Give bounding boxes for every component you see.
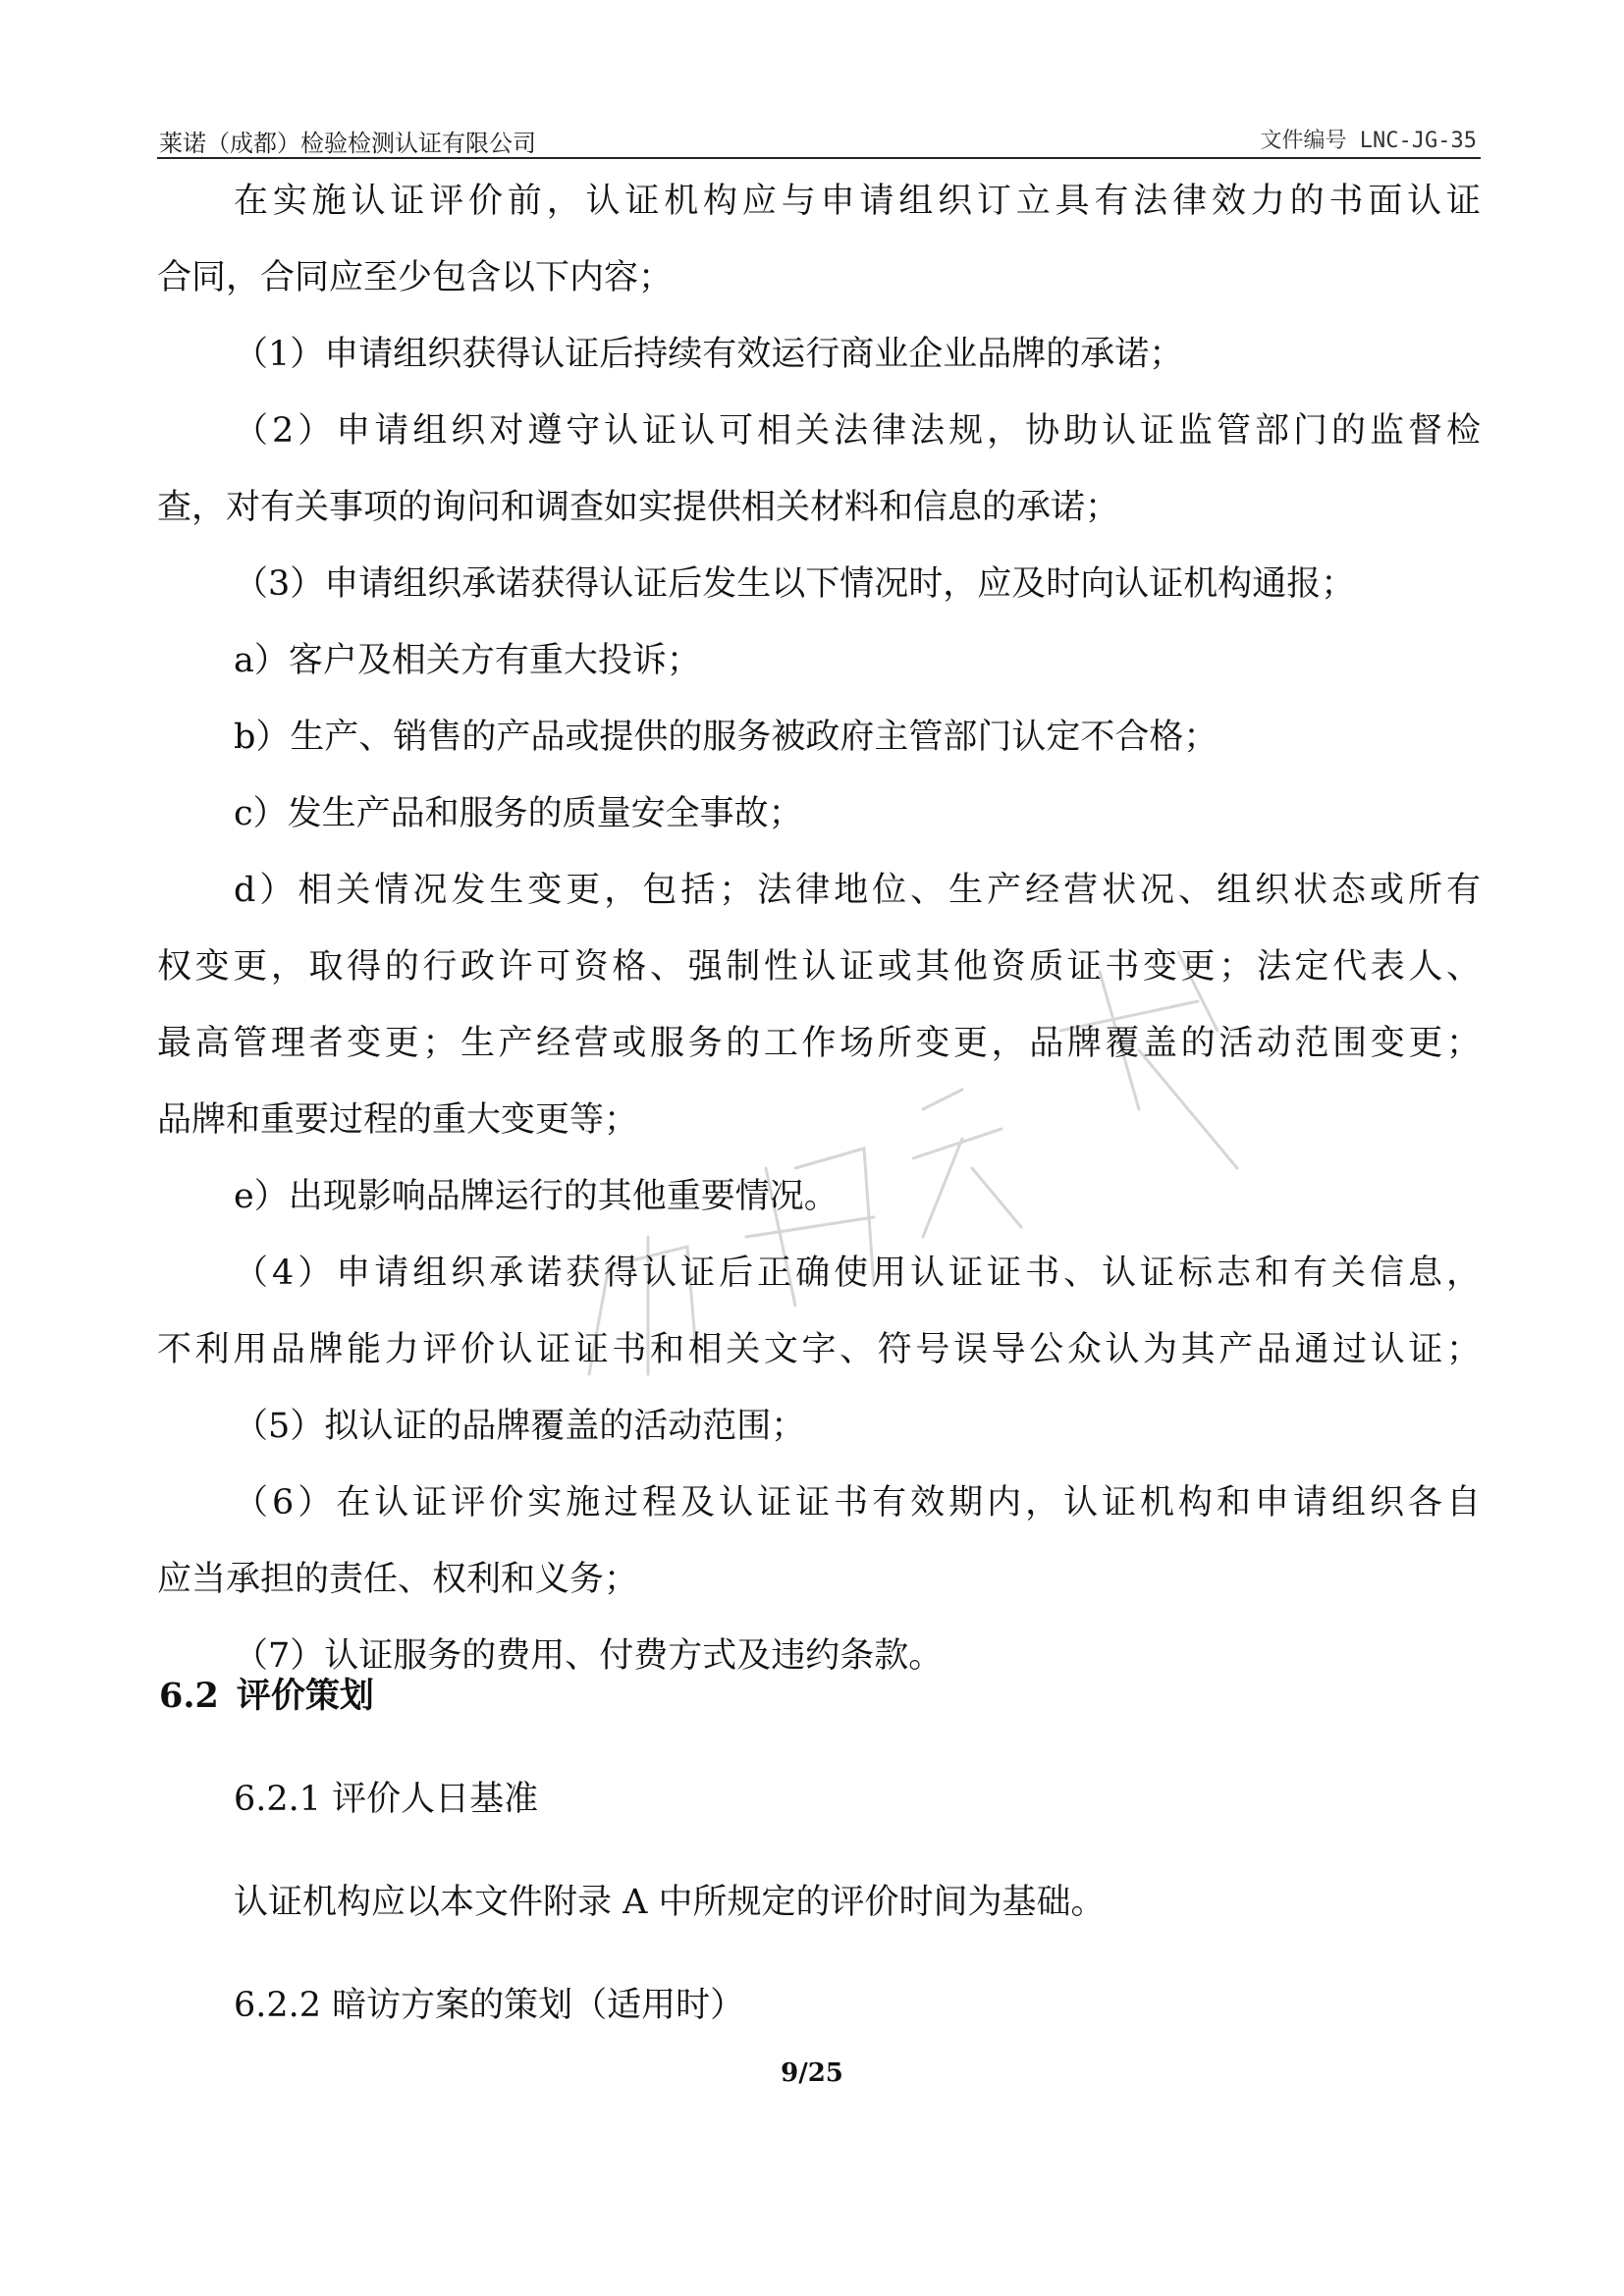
paragraph-line: 在实施认证评价前，认证机构应与申请组织订立具有法律效力的书面认证: [234, 182, 1481, 221]
section-heading: [159, 1669, 374, 1718]
body-text: [157, 163, 1481, 1694]
subsection-heading: 6.2.2 暗访方案的策划（适用时）: [234, 1986, 745, 2025]
header-doc-code: 文件编号 LNC-JG-35: [1260, 129, 1477, 153]
list-item: （4）申请组织承诺获得认证后正确使用认证证书、认证标志和有关信息，: [234, 1254, 1481, 1293]
section-title: 评价策划: [236, 1676, 374, 1716]
section-number: 6.2: [159, 1676, 219, 1716]
list-item: （7）认证服务的费用、付费方式及违约条款。: [234, 1636, 944, 1676]
page-number: 9/25: [781, 2058, 843, 2088]
list-item: （3）申请组织承诺获得认证后发生以下情况时，应及时向认证机构通报；: [234, 564, 1356, 604]
paragraph-line: 品牌和重要过程的重大变更等；: [157, 1100, 639, 1140]
list-item: a）客户及相关方有重大投诉；: [234, 641, 701, 680]
paragraph-line: 不利用品牌能力评价认证证书和相关文字、符号误导公众认为其产品通过认证；: [157, 1330, 1481, 1369]
paragraph-line: 权变更，取得的行政许可资格、强制性认证或其他资质证书变更；法定代表人、: [157, 947, 1481, 987]
list-item: （1）申请组织获得认证后持续有效运行商业企业品牌的承诺；: [234, 335, 1184, 374]
header-company: 莱诺（成都）检验检测认证有限公司: [159, 130, 536, 157]
list-item: b）生产、销售的产品或提供的服务被政府主管部门认定不合格；: [234, 718, 1218, 757]
paragraph-line: 认证机构应以本文件附录 A 中所规定的评价时间为基础。: [234, 1883, 1106, 1922]
list-item: c）发生产品和服务的质量安全事故；: [234, 794, 803, 833]
paragraph-line: 最高管理者变更；生产经营或服务的工作场所变更，品牌覆盖的活动范围变更；: [157, 1024, 1481, 1063]
list-item: （2）申请组织对遵守认证认可相关法律法规，协助认证监管部门的监督检: [234, 411, 1481, 451]
list-item: （6）在认证评价实施过程及认证证书有效期内，认证机构和申请组织各自: [234, 1483, 1481, 1522]
paragraph-line: 查，对有关事项的询问和调查如实提供相关材料和信息的承诺；: [157, 488, 1120, 527]
subsection-heading: 6.2.1 评价人日基准: [234, 1780, 539, 1819]
list-item: d）相关情况发生变更，包括；法律地位、生产经营状况、组织状态或所有: [234, 871, 1481, 910]
list-item: e）出现影响品牌运行的其他重要情况。: [234, 1177, 839, 1216]
list-item: （5）拟认证的品牌覆盖的活动范围；: [234, 1407, 806, 1446]
header-rule: [157, 157, 1481, 159]
paragraph-line: 应当承担的责任、权利和义务；: [157, 1560, 639, 1599]
paragraph-line: 合同，合同应至少包含以下内容；: [157, 258, 674, 297]
